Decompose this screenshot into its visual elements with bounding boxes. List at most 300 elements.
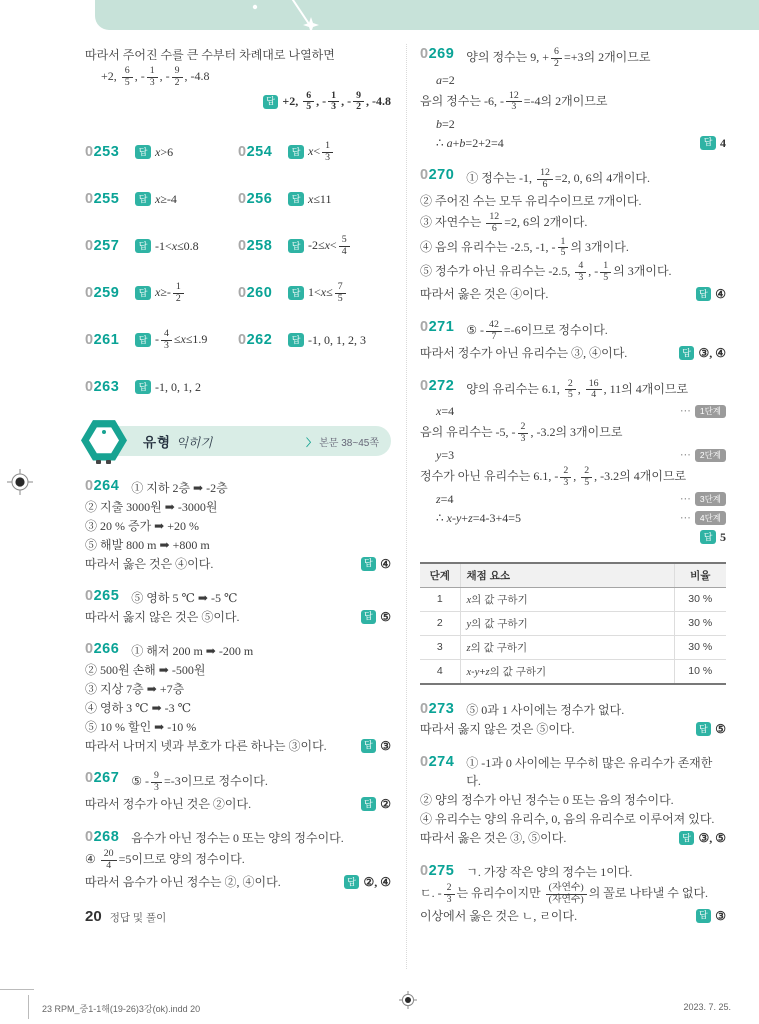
solution-text: ① 정수는 -1, $\frac{12}{6}$ =2, 0, 6의 4개이다.	[466, 167, 651, 191]
solution-line	[420, 285, 726, 304]
solution-line	[420, 114, 726, 133]
grading-table-head	[420, 563, 726, 588]
section-ref-text: 본문 38~45쪽	[319, 437, 379, 449]
answer-badge-icon: 답	[288, 286, 304, 300]
answer-value: x≥-4	[154, 191, 177, 206]
fraction: $\frac{2}{3}$	[444, 883, 455, 906]
fraction: $\frac{6}{2}$	[551, 47, 562, 70]
answer-value: ③	[715, 908, 726, 923]
problem-first-line	[420, 46, 726, 71]
answer	[361, 608, 391, 627]
answer-value: -1, 0, 1, 2, 3	[307, 332, 366, 347]
fraction: $\frac{4}{3}$	[161, 329, 172, 352]
crop-mark-horizontal	[0, 989, 34, 990]
answer-badge-icon: 답	[696, 287, 712, 301]
solution-line	[85, 46, 391, 65]
quick-answer-item	[238, 280, 391, 306]
table-cell: z의 값 구하기	[460, 635, 674, 659]
section-title	[143, 431, 212, 451]
answer	[679, 829, 726, 848]
problem-number: 0254	[238, 144, 273, 161]
solution-line	[85, 873, 391, 892]
answer-value: -2≤x< $\frac{5}{4}$	[308, 234, 352, 259]
problem-number: 0270	[420, 167, 455, 184]
fraction: $\frac{1}{5}$	[558, 237, 569, 260]
solution-line	[466, 754, 726, 791]
answer	[700, 134, 726, 153]
problem-first-line	[85, 588, 391, 607]
problem-first-line	[85, 770, 391, 795]
ellipsis: ⋯	[679, 492, 691, 505]
problem-number: 0269	[420, 46, 455, 62]
page-footer-label	[85, 908, 391, 925]
solution-text: ⑤ 해발 800 m ➡ +800 m	[85, 537, 210, 552]
answer-badge-icon: 답	[135, 333, 151, 347]
fraction: $\frac{12}{6}$	[486, 212, 502, 235]
answer-badge-icon: 답	[361, 797, 377, 811]
table-header-cell: 비율	[674, 563, 726, 588]
problem-0271	[420, 319, 726, 363]
table-cell: 1	[420, 587, 460, 611]
problem-number: 0268	[85, 828, 120, 845]
solution-text: 따라서 옳은 것은 ④이다.	[420, 287, 549, 302]
solution-text: ③ 지상 7층 ➡ +7층	[85, 681, 185, 696]
problem-number: 0273	[420, 700, 455, 717]
solution-text: ① 지하 2층 ➡ -2층	[131, 480, 228, 495]
solution-line	[466, 701, 726, 720]
solution-text: 따라서 주어진 수를 큰 수부터 차례대로 나열하면	[85, 48, 335, 63]
step-badge: 2단계	[695, 449, 726, 463]
solution-text: y=3	[436, 448, 455, 463]
answer-value: x≥- $\frac{1}{2}$	[155, 281, 186, 306]
fraction: $\frac{2}{5}$	[581, 466, 592, 489]
problem-number: 0272	[420, 377, 455, 394]
solution-text: ⑤ 영하 5 ℃ ➡ -5 ℃	[131, 590, 238, 605]
table-cell: x의 값 구하기	[460, 587, 674, 611]
registration-mark-left	[6, 468, 34, 496]
table-cell: 2	[420, 611, 460, 635]
problem-0273	[420, 701, 726, 739]
solution-line	[131, 478, 391, 497]
fraction: $\frac{9}{3}$	[151, 771, 162, 794]
answer	[135, 328, 207, 353]
solution-text: ④ 음의 유리수는 -2.5, -1, - $\frac{1}{5}$ 의 3개이다.	[420, 235, 629, 259]
answer-badge-icon: 답	[288, 333, 304, 347]
quick-answer-item	[85, 280, 238, 306]
table-cell: 4	[436, 665, 443, 678]
solution-line	[420, 829, 726, 848]
left-problems	[85, 478, 391, 891]
step-badge: 1단계	[695, 405, 726, 419]
solution-line	[131, 829, 391, 848]
solution-text: ① -1과 0 사이에는 무수히 많은 유리수가 존재한다.	[466, 755, 713, 789]
quick-answer-item	[85, 327, 238, 353]
answer-badge-icon: 답	[700, 136, 716, 150]
solution-line	[85, 698, 391, 717]
answer-value: +2, $\frac{6}{5}$ , - $\frac{1}{3}$ , - $\frac{9}{2}$ , -4.8	[282, 89, 391, 113]
ellipsis: ⋯	[679, 511, 691, 524]
answer	[696, 285, 726, 304]
problem-number: 0264	[85, 478, 120, 495]
solution-text: 음수가 아닌 정수는 0 또는 양의 정수이다.	[131, 831, 344, 846]
solution-line	[85, 736, 391, 755]
problem-0274	[420, 754, 726, 848]
solution-text: x=4	[436, 404, 455, 419]
solution-line	[420, 446, 726, 465]
solution-text: ㄱ. 가장 작은 양의 정수는 1이다.	[466, 864, 633, 879]
solution-line	[420, 509, 726, 528]
problem-first-line	[420, 319, 726, 344]
answer-badge-icon: 답	[263, 95, 279, 109]
quick-answer-item	[238, 327, 391, 353]
answer-badge-icon: 답	[679, 346, 695, 360]
solution-line	[85, 65, 391, 90]
solution-line	[466, 701, 726, 720]
solution-line	[85, 607, 391, 626]
solution-line	[420, 490, 726, 509]
answer-value: ④	[715, 287, 726, 302]
answer	[679, 344, 726, 363]
solution-line	[131, 829, 391, 848]
answer-value: 5	[720, 529, 726, 544]
table-row	[420, 635, 726, 659]
answer-value: -1<x≤0.8	[154, 238, 199, 253]
problem-first-line	[420, 701, 726, 720]
step-indicator	[680, 403, 726, 420]
solution-line	[85, 535, 391, 554]
solution-line	[85, 660, 391, 679]
answer	[696, 907, 726, 926]
solution-text: 이상에서 옳은 것은 ㄴ, ㄹ이다.	[420, 908, 578, 923]
fraction: $\frac{4}{3}$	[575, 261, 586, 284]
answer-badge-icon: 답	[361, 557, 377, 571]
ellipsis: ⋯	[679, 448, 691, 461]
answer-value: x≤11	[307, 191, 332, 206]
problem-number: 0275	[420, 862, 455, 879]
solution-text: z=4	[436, 491, 454, 506]
intro-solution	[85, 46, 391, 114]
solution-text: ② 500원 손해 ➡ -500원	[85, 662, 206, 677]
quick-answer-grid	[85, 139, 391, 400]
solution-text: 따라서 나머지 넷과 부호가 다른 하나는 ③이다.	[85, 738, 327, 753]
fraction: $\frac{16}{4}$	[586, 379, 602, 402]
problem-first-line	[420, 167, 726, 192]
problem-0275	[420, 863, 726, 926]
table-header-row	[420, 563, 726, 588]
answer-badge-icon: 답	[696, 722, 712, 736]
problem-first-line	[85, 829, 391, 848]
problem-intro	[85, 46, 391, 114]
problem-number: 0260	[238, 285, 273, 302]
problem-number: 0263	[85, 379, 120, 396]
ellipsis: ⋯	[679, 405, 691, 418]
solution-text: ④ $\frac{20}{4}$ =5이므로 양의 정수이다.	[85, 847, 245, 871]
table-cell: 30 %	[674, 611, 726, 635]
solution-text: ③ 20 % 증가 ➡ +20 %	[85, 518, 199, 533]
solution-text: 따라서 음수가 아닌 정수는 ②, ④이다.	[85, 874, 281, 889]
problem-number: 0261	[85, 332, 120, 349]
section-title-bold: 유형	[143, 435, 172, 451]
table-header-cell: 채점 요소	[460, 563, 674, 588]
fraction: $\frac{9}{2}$	[353, 91, 364, 114]
solution-text: ④ 유리수는 양의 유리수, 0, 음의 유리수로 이루어져 있다.	[420, 811, 715, 826]
answer	[288, 140, 335, 165]
answer-value: x>6	[154, 144, 174, 159]
answer	[288, 192, 331, 207]
fraction: $\frac{12}{6}$	[537, 168, 553, 191]
table-cell: 30 %	[674, 587, 726, 611]
answer-value: - $\frac{4}{3}$ ≤x≤1.9	[154, 327, 208, 351]
print-filename: 23 RPM_중1-1해(19-26)3강(ok).indd 20	[42, 1004, 201, 1014]
answer-value: -1, 0, 1, 2	[154, 379, 201, 394]
page-section-label: 정답 및 풀이	[109, 911, 167, 924]
solution-line	[420, 528, 726, 547]
answer-badge-icon: 답	[288, 239, 304, 253]
table-cell: y의 값 구하기	[460, 611, 674, 635]
solution-text: 따라서 옳지 않은 것은 ⑤이다.	[85, 609, 240, 624]
solution-line	[420, 71, 726, 90]
solution-line	[420, 810, 726, 829]
solution-line	[85, 497, 391, 516]
solution-line	[420, 906, 726, 925]
table-row	[420, 611, 726, 635]
solution-line	[131, 770, 391, 795]
answer	[135, 239, 198, 254]
quick-answer-item	[238, 139, 391, 165]
problem-0264	[85, 478, 391, 573]
fraction: $\frac{2}{3}$	[560, 466, 571, 489]
fraction: $\frac{5}{4}$	[339, 235, 350, 258]
problem-first-line	[420, 863, 726, 882]
solution-line	[420, 465, 726, 490]
fraction: $\frac{7}{5}$	[335, 282, 346, 305]
solution-line	[420, 133, 726, 152]
solution-line	[466, 378, 726, 403]
answer-badge-icon: 답	[135, 380, 151, 394]
solution-line	[420, 192, 726, 211]
answer	[288, 333, 366, 348]
solution-text: ② 양의 정수가 아닌 정수는 0 또는 음의 정수이다.	[420, 792, 674, 807]
page-number: 20	[85, 907, 102, 925]
solution-line	[420, 90, 726, 115]
solution-text: 따라서 옳은 것은 ④이다.	[85, 556, 214, 571]
problem-number: 0267	[85, 770, 120, 787]
solution-line	[85, 679, 391, 698]
answer	[361, 555, 391, 574]
solution-line	[466, 319, 726, 344]
solution-text: ⑤ - $\frac{42}{7}$ =-6이므로 정수이다.	[466, 318, 608, 342]
table-header-cell: 단계	[420, 563, 460, 588]
answer-badge-icon: 답	[696, 909, 712, 923]
solution-line	[131, 770, 391, 795]
fraction: $\frac{1}{3}$	[322, 141, 333, 164]
solution-text: ② 주어진 수는 모두 유리수이므로 7개이다.	[420, 194, 642, 209]
section-title-rest: 익히기	[176, 436, 213, 451]
answer	[288, 281, 347, 306]
problem-number: 0257	[85, 238, 120, 255]
quick-answer-item	[85, 374, 238, 400]
table-cell: x-y+z의 값 구하기	[460, 659, 674, 684]
answer-value: ③	[380, 738, 391, 753]
problem-0272	[420, 378, 726, 547]
left-column	[85, 46, 391, 925]
quick-answer-item	[85, 186, 238, 212]
problem-0265	[85, 588, 391, 626]
fraction: $\frac{20}{4}$	[101, 849, 117, 872]
problem-number: 0255	[85, 191, 120, 208]
problem-first-line	[420, 754, 726, 791]
solution-text: ⑤ - $\frac{9}{3}$ =-3이므로 정수이다.	[131, 770, 268, 794]
fraction: $\frac{9}{2}$	[172, 66, 183, 89]
solution-text: 따라서 정수가 아닌 것은 ②이다.	[85, 797, 252, 812]
right-problems	[420, 46, 726, 925]
solution-text: 양의 정수는 9, + $\frac{6}{2}$ =+3의 2개이므로	[466, 46, 651, 69]
grading-table	[420, 562, 726, 685]
fraction: $\frac{\text{(자연수)}}{\text{(자연수)}}$	[546, 883, 587, 906]
answer-badge-icon: 답	[288, 145, 304, 159]
quick-answer-item	[85, 139, 238, 165]
print-date: 2023. 7. 25.	[683, 1002, 731, 1012]
top-banner	[95, 0, 759, 30]
solution-text: ⑤ 정수가 아닌 유리수는 -2.5, $\frac{4}{3}$ , - $\frac{1}{5}$ 의 3개이다.	[420, 260, 672, 284]
solution-line	[466, 46, 726, 71]
answer	[135, 145, 173, 160]
step-indicator	[680, 510, 726, 527]
problem-0269	[420, 46, 726, 152]
answer	[288, 234, 351, 259]
solution-line	[420, 720, 726, 739]
fraction: $\frac{1}{5}$	[600, 261, 611, 284]
solution-text: ∴ a+b=2+2=4	[436, 135, 504, 150]
quick-answer-item	[85, 233, 238, 259]
solution-text: 양의 유리수는 6.1, $\frac{2}{5}$ , $\frac{16}{4}$ , 11의 4개이므로	[466, 377, 689, 401]
problem-0268	[85, 829, 391, 892]
solution-text: b=2	[436, 116, 455, 131]
solution-line	[420, 211, 726, 236]
solution-line	[420, 344, 726, 363]
answer	[696, 720, 726, 739]
solution-text: a=2	[436, 72, 455, 87]
solution-line	[420, 791, 726, 810]
fraction: $\frac{2}{5}$	[565, 379, 576, 402]
fraction: $\frac{6}{5}$	[303, 91, 314, 114]
answer-badge-icon: 답	[344, 875, 360, 889]
answer-value: ⑤	[715, 721, 726, 736]
solution-line	[85, 848, 391, 873]
answer	[700, 528, 726, 547]
step-badge: 4단계	[695, 511, 726, 525]
solution-text: +2, $\frac{6}{5}$ , - $\frac{1}{3}$ , - $\frac{9}{2}$ , -4.8	[101, 65, 210, 88]
answer-badge-icon: 답	[135, 239, 151, 253]
solution-text: ③ 자연수는 $\frac{12}{6}$ =2, 6의 2개이다.	[420, 210, 588, 234]
problem-number: 0266	[85, 641, 120, 658]
solution-line	[85, 516, 391, 535]
solution-text: ② 지출 3000원 ➡ -3000원	[85, 499, 218, 514]
solution-text: ⑤ 10 % 할인 ➡ -10 %	[85, 719, 197, 734]
fraction: $\frac{42}{7}$	[486, 320, 502, 343]
table-cell: 30 %	[674, 635, 726, 659]
solution-text: 음의 정수는 -6, - $\frac{12}{3}$ =-4의 2개이므로	[420, 89, 608, 113]
fraction: $\frac{1}{3}$	[328, 91, 339, 114]
problem-0270	[420, 167, 726, 304]
solution-line	[466, 378, 726, 403]
solution-text: ⑤ 0과 1 사이에는 정수가 없다.	[466, 702, 625, 717]
column-divider	[406, 44, 407, 969]
answer-badge-icon: 답	[679, 831, 695, 845]
problem-number: 0274	[420, 753, 455, 770]
problem-number: 0262	[238, 332, 273, 349]
fraction: $\frac{6}{5}$	[122, 66, 133, 89]
fraction: $\frac{1}{2}$	[173, 282, 184, 305]
step-badge: 3단계	[695, 492, 726, 506]
problem-number: 0253	[85, 144, 120, 161]
clock-character-icon	[81, 418, 127, 462]
problem-first-line	[85, 478, 391, 497]
solution-text: ① 해저 200 m ➡ -200 m	[131, 643, 254, 658]
table-row	[420, 587, 726, 611]
solution-line	[420, 236, 726, 261]
answer-badge-icon: 답	[288, 192, 304, 206]
solution-line	[466, 319, 726, 344]
solution-line	[85, 554, 391, 573]
solution-text: 따라서 옳지 않은 것은 ⑤이다.	[420, 721, 575, 736]
step-indicator	[680, 447, 726, 464]
answer-value: ③, ④	[698, 345, 726, 360]
solution-line	[466, 167, 726, 192]
answer	[361, 795, 391, 814]
solution-line	[420, 402, 726, 421]
solution-text: 따라서 정수가 아닌 유리수는 ③, ④이다.	[420, 345, 628, 360]
solution-line	[131, 588, 391, 607]
solution-line	[131, 478, 391, 497]
solution-text: 따라서 옳은 것은 ③, ⑤이다.	[420, 830, 567, 845]
answer-value: x< $\frac{1}{3}$	[308, 140, 335, 165]
answer	[361, 737, 391, 756]
answer	[135, 380, 201, 395]
answer-value: 4	[720, 135, 726, 150]
grading-table-body	[420, 587, 726, 684]
solution-line	[131, 641, 391, 660]
problem-number: 0265	[85, 588, 120, 605]
problem-0266	[85, 641, 391, 755]
answer-badge-icon: 답	[135, 286, 151, 300]
problem-number: 0259	[85, 285, 120, 302]
answer-value: ②, ④	[363, 874, 391, 889]
answer-badge-icon: 답	[135, 145, 151, 159]
section-page-ref	[306, 434, 379, 449]
solution-line	[131, 588, 391, 607]
solution-text: ㄷ. - $\frac{2}{3}$ 는 유리수이지만 $\frac{\text{(자연수)}}{\text{(자연수)}}$ 의 꼴로 나타낼 수 없다.	[420, 881, 709, 905]
section-banner	[85, 426, 391, 456]
answer-value: ④	[380, 556, 391, 571]
table-cell: 10 %	[674, 659, 726, 684]
solution-line	[466, 754, 726, 791]
quick-answer-empty	[238, 374, 391, 400]
answer-value: ⑤	[380, 609, 391, 624]
solution-line	[420, 882, 726, 907]
answer	[135, 281, 186, 306]
answer-badge-icon: 답	[700, 530, 716, 544]
solution-line	[466, 863, 726, 882]
answer-badge-icon: 답	[361, 610, 377, 624]
step-indicator	[680, 491, 726, 508]
answer	[263, 90, 391, 115]
problem-number: 0258	[238, 238, 273, 255]
solution-text: 음의 유리수는 -5, - $\frac{2}{3}$ , -3.2의 3개이므로	[420, 421, 623, 445]
solution-text: ④ 영하 3 ℃ ➡ -3 ℃	[85, 700, 192, 715]
solution-line	[85, 795, 391, 814]
problem-first-line	[85, 641, 391, 660]
